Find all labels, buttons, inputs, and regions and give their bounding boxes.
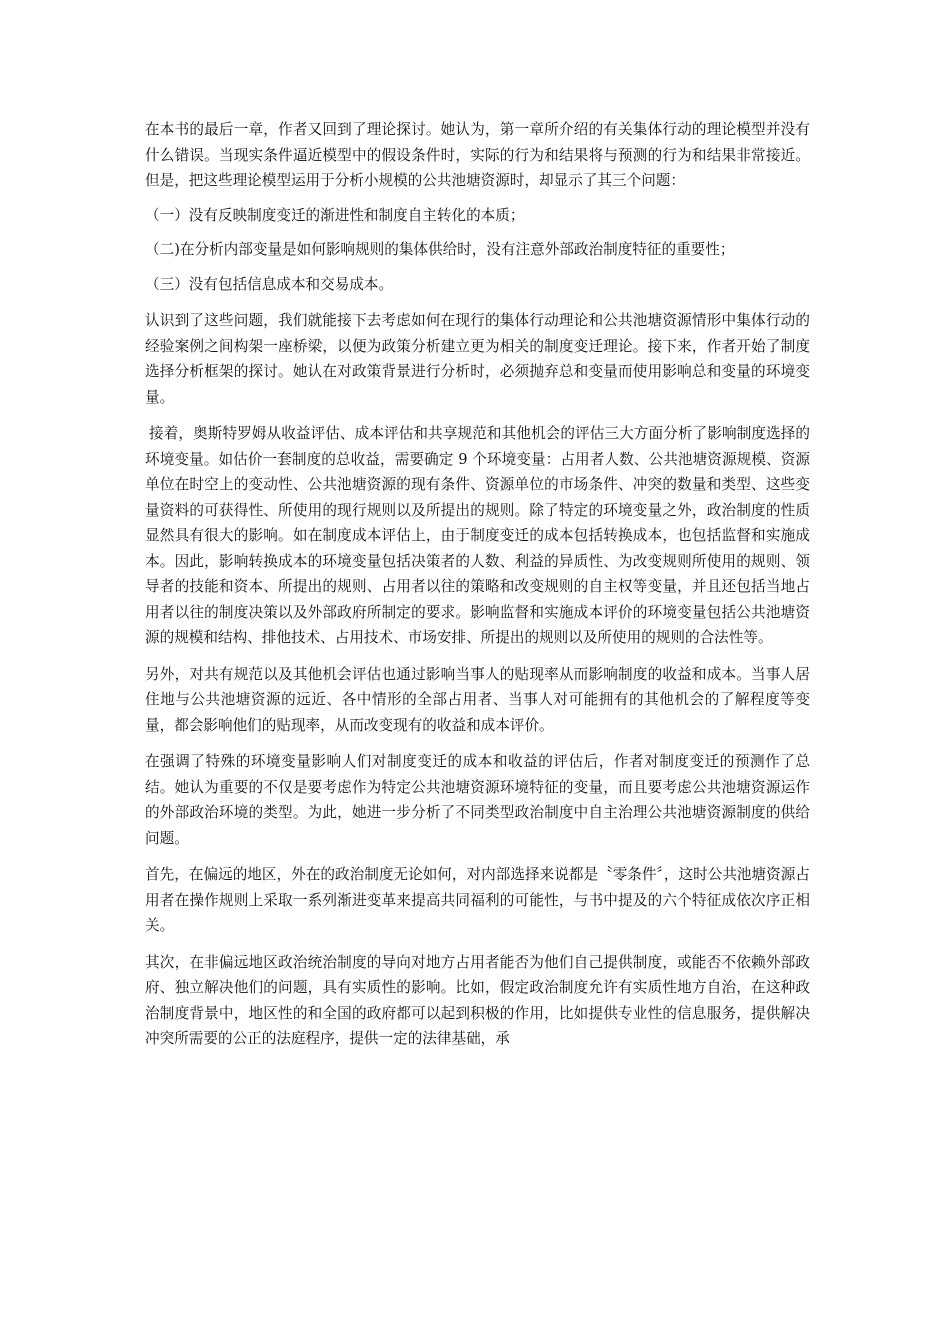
paragraph-shared-norms: 另外，对共有规范以及其他机会评估也通过影响当事人的贴现率从而影响制度的收益和成本。当事人居住地与公共池塘资源的远近、各中情形的全部占用者、当事人对可能拥有的其他机会的了解程度等变量，都会影响他们的贴现率，从而改变现有的收益和成本评价。 <box>145 665 810 734</box>
paragraph-problem-2: （二)在分析内部变量是如何影响规则的集体供给时，没有注意外部政治制度特征的重要性； <box>145 241 735 258</box>
paragraph-non-remote-areas: 其次，在非偏远地区政治统治制度的导向对地方占用者能否为他们自己提供制度，或能否不依赖外部政府、独立解决他们的问题，具有实质性的影响。比如，假定政治制度允许有实质性地方自治，在这种政治制度背景中，地区性的和全国的政府都可以起到积极的作用，比如提供专业性的信息服务，提供解决冲突所需要的公正的法庭程序，提供一定的法律基础，承 <box>145 953 810 1047</box>
paragraph-problem-3: （三）没有包括信息成本和交易成本。 <box>145 275 394 293</box>
paragraph-environment-variables: 接着，奥斯特罗姆从收益评估、成本评估和共享规范和其他机会的评估三大方面分析了影响制度选择的环境变量。如估价一套制度的总收益，需要确定 9 个环境变量：占用者人数、公共池塘资源规模、资源单位在时空上的变动性、公共池塘资源的现有条件、资源单位的市场条件、冲突的数量和类型、这些变量资料的可获得性、所使用的现行规则以及所提出的规则。除了特定的环境变量之外，政治制度的性质显然具有很大的影响。如在制度成本评估上，由于制度变迁的成本包括转换成本，也包括监督和实施成本。因此，影响转换成本的环境变量包括决策者的人数、利益的异质性、为改变规则所使用的规则、领导者的技能和资本、所提出的规则、占用者以往的策略和改变规则的自主权等变量，并且还包括当地占用者以往的制度决策以及外部政府所制定的要求。影响监督和实施成本评价的环境变量包括公共池塘资源的规模和结构、排他技术、占用技术、市场安排、所提出的规则以及所使用的规则的合法性等。 <box>145 425 810 646</box>
paragraph-problem-1: （一）没有反映制度变迁的渐进性和制度自主转化的本质； <box>145 206 525 224</box>
document-page <box>145 117 810 1052</box>
paragraph-remote-areas: 首先，在偏远的地区，外在的政治制度无论如何，对内部选择来说都是〝零条件〞，这时公共池塘资源占用者在操作规则上采取一系列渐进变革来提高共同福利的可能性，与书中提及的六个特征成依次序正相关。 <box>145 866 810 934</box>
paragraph-bridge: 认识到了这些问题，我们就能接下去考虑如何在现行的集体行动理论和公共池塘资源情形中集体行动的经验案例之间构架一座桥梁，以便为政策分析建立更为相关的制度变迁理论。接下来，作者开始了制度选择分析框架的探讨。她认在对政策背景进行分析时，必须抛弃总和变量而使用影响总和变量的环境变量。 <box>145 312 810 406</box>
paragraph-intro: 在本书的最后一章，作者又回到了理论探讨。她认为，第一章所介绍的有关集体行动的理论模型并没有什么错误。当现实条件逼近模型中的假设条件时，实际的行为和结果将与预测的行为和结果非常接近。但是，把这些理论模型运用于分析小规模的公共池塘资源时，却显示了其三个问题： <box>145 121 810 189</box>
paragraph-prediction-summary: 在强调了特殊的环境变量影响人们对制度变迁的成本和收益的评估后，作者对制度变迁的预测作了总结。她认为重要的不仅是要考虑作为特定公共池塘资源环境特征的变量，而且要考虑公共池塘资源运作的外部政治环境的类型。为此，她进一步分析了不同类型政治制度中自主治理公共池塘资源制度的供给问题。 <box>145 753 810 847</box>
